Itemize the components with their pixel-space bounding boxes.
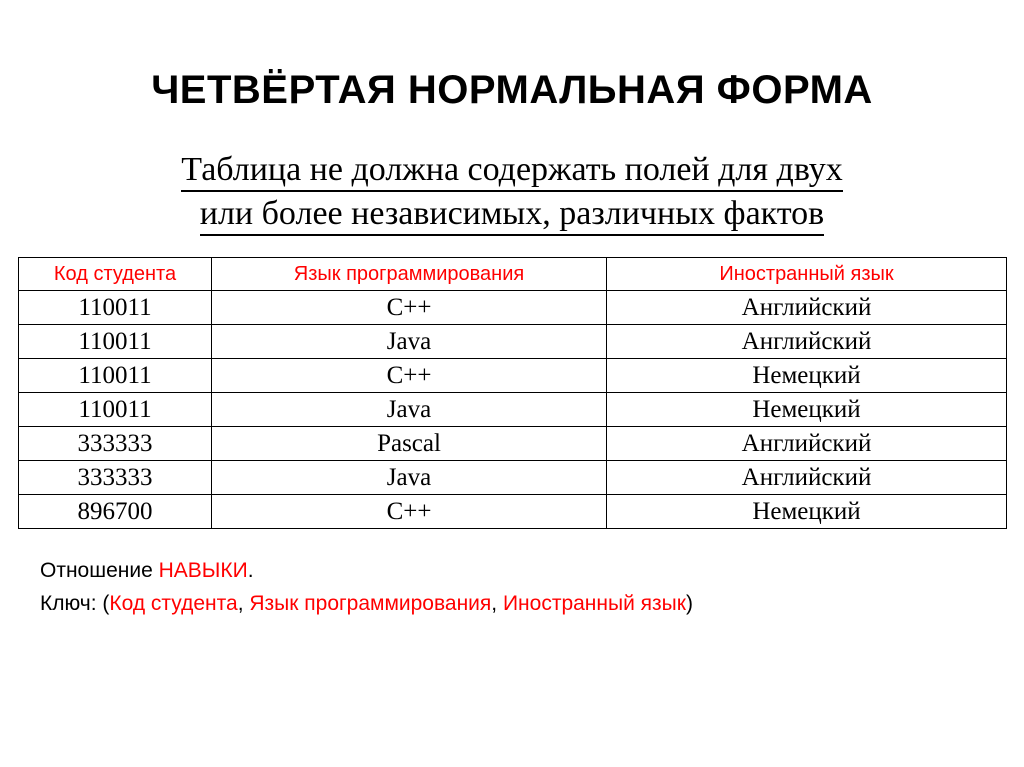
- key-part-programming-language: Язык программирования: [249, 591, 492, 615]
- cell-programming-language: Java: [212, 461, 607, 495]
- cell-foreign-language: Английский: [607, 461, 1007, 495]
- cell-programming-language: Java: [212, 393, 607, 427]
- key-note: [40, 588, 1024, 621]
- table-row: [19, 393, 1007, 427]
- subtitle-line-1: Таблица не должна содержать полей для двух: [181, 151, 842, 192]
- cell-student-code: 896700: [19, 495, 212, 529]
- cell-student-code: 110011: [19, 291, 212, 325]
- page-title: ЧЕТВЁРТАЯ НОРМАЛЬНАЯ ФОРМА: [151, 68, 873, 112]
- relation-label: Отношение: [40, 559, 159, 583]
- key-part-foreign-language: Иностранный язык: [502, 591, 686, 615]
- cell-foreign-language: Немецкий: [607, 495, 1007, 529]
- table-header-row: [19, 258, 1007, 291]
- cell-foreign-language: Английский: [607, 325, 1007, 359]
- cell-programming-language: Java: [212, 325, 607, 359]
- subtitle: [0, 112, 1024, 235]
- table-row: [19, 427, 1007, 461]
- column-header-student-code: Код студента: [19, 258, 212, 291]
- cell-student-code: 333333: [19, 461, 212, 495]
- cell-student-code: 110011: [19, 359, 212, 393]
- table-row: [19, 495, 1007, 529]
- cell-programming-language: C++: [212, 291, 607, 325]
- table-container: [18, 257, 1006, 529]
- relation-name: НАВЫКИ: [158, 559, 248, 583]
- table-header: [19, 258, 1007, 291]
- key-separator-2: ,: [491, 591, 503, 615]
- cell-programming-language: C++: [212, 495, 607, 529]
- table-body: [19, 291, 1007, 529]
- cell-student-code: 110011: [19, 325, 212, 359]
- cell-programming-language: C++: [212, 359, 607, 393]
- key-paren-close: ): [685, 591, 693, 615]
- cell-foreign-language: Немецкий: [607, 359, 1007, 393]
- table-row: [19, 461, 1007, 495]
- cell-foreign-language: Английский: [607, 291, 1007, 325]
- notes-block: [40, 555, 1024, 620]
- relation-period: .: [247, 559, 254, 583]
- key-part-student-code: Код студента: [109, 591, 238, 615]
- cell-foreign-language: Немецкий: [607, 393, 1007, 427]
- column-header-foreign-language: Иностранный язык: [607, 258, 1007, 291]
- key-label: Ключ:: [40, 591, 103, 615]
- table-row: [19, 291, 1007, 325]
- skills-table: [18, 257, 1007, 529]
- subtitle-line-2: или более независимых, различных фактов: [200, 195, 824, 236]
- cell-programming-language: Pascal: [212, 427, 607, 461]
- column-header-programming-language: Язык программирования: [212, 258, 607, 291]
- cell-student-code: 110011: [19, 393, 212, 427]
- cell-foreign-language: Английский: [607, 427, 1007, 461]
- key-separator-1: ,: [237, 591, 250, 615]
- relation-note: [40, 555, 1024, 588]
- key-paren-open: (: [102, 591, 110, 615]
- cell-student-code: 333333: [19, 427, 212, 461]
- table-row: [19, 359, 1007, 393]
- table-row: [19, 325, 1007, 359]
